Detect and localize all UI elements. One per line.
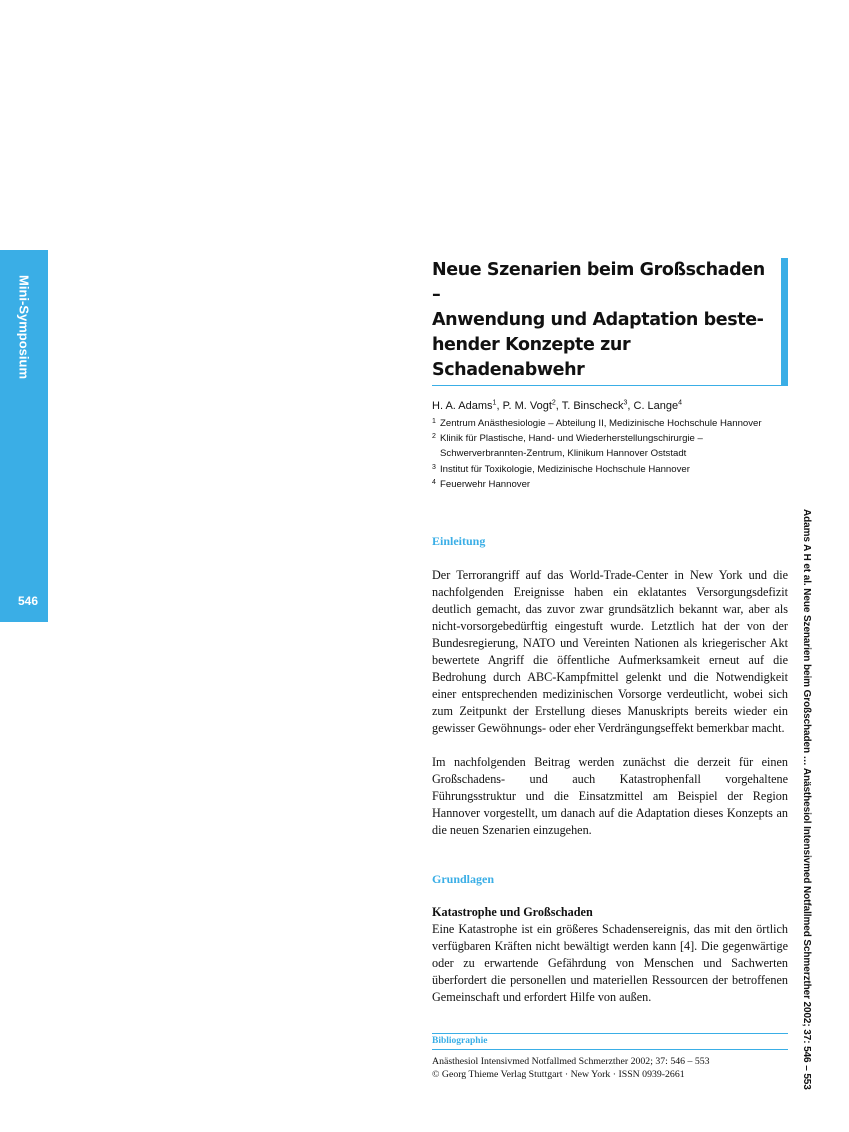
citation-line: Anästhesiol Intensivmed Notfallmed Schmerzther 2002; 37: 546 – 553 [432,1056,710,1067]
body-paragraph: Der Terrorangriff auf das World-Trade-Center in New York und die nachfolgenden Ereignisse haben ein eklatantes Versorgungsdefizit deutlich gemacht, das zuvor zwar grundsätzlich bekannt war, aber als nicht-vorsorgebedürftig eingestuft wurde. Letztlich hat der von der Bundesregierung, NATO und Vereinten Nationen als kriegerischer Akt bewertete Angriff die öffentliche Aufmerksamkeit erneut auf die Bedrohung durch ABC-Kampfmittel gelenkt und die Notwendigkeit einer entsprechenden medizinischen Vorsorge verdeutlicht, wobei sich zum Zeitpunkt der Erstellung dieses Manuskripts bereits wieder ein gewisser Gewöhnungs- oder eher Verdrängungseffekt bemerkbar macht. [432,568,788,736]
title-line: Neue Szenarien beim Großschaden – [432,260,765,305]
affiliation-line: Klinik für Plastische, Hand- und Wiederherstellungschirurgie – [440,433,703,445]
affiliation [432,477,788,492]
affiliation-number: 3 [432,463,436,471]
affiliation [432,431,788,461]
author-affiliation-mark: 4 [678,399,683,407]
author-name: P. M. Vogt [502,400,552,412]
running-header: Adams A H et al. Neue Szenarien beim Großschaden … Anästhesiol Intensivmed Notfallmed Schmerzther 2002; 37: 546 – 553 [801,509,812,1090]
author-affiliation-mark: 1 [492,399,497,407]
section-heading: Einleitung [432,534,486,549]
author-separator: , [496,400,503,412]
author-affiliation-mark: 2 [551,399,556,407]
section-heading: Grundlagen [432,872,495,887]
affiliation-text: Zentrum Anästhesiologie – Abteilung II, Medizinische Hochschule Hannover [440,418,762,429]
article-title-box [432,258,788,386]
author-name: C. Lange [633,400,679,412]
affiliation-line: Schwerverbrannten-Zentrum, Klinikum Hannover Oststadt [440,448,687,460]
section-label: Mini-Symposium [16,275,32,380]
title-line: Anwendung und Adaptation beste- [432,310,764,330]
affiliation-text [440,431,703,461]
title-line: hender Konzepte zur Schadenabwehr [432,335,631,380]
affiliation [432,416,788,431]
author-name: T. Binscheck [561,400,624,412]
publisher-line: © Georg Thieme Verlag Stuttgart · New York · ISSN 0939-2661 [432,1069,685,1080]
body-paragraph: Eine Katastrophe ist ein größeres Schadensereignis, das mit den örtlich verfügbaren Kräften nicht bewältigt werden kann [4]. Die gegenwärtige oder zu erwartende Gefährdung von Menschen und Sachwerten überfordert die personellen und materiellen Ressourcen der betroffenen Gemeinschaft und erfordert Hilfe von außen. [432,922,788,1005]
affiliation-text: Feuerwehr Hannover [440,478,531,490]
affiliation-text: Institut für Toxikologie, Medizinische Hochschule Hannover [440,463,690,475]
subsection-heading: Katastrophe und Großschaden [432,905,593,920]
page-number: 546 [17,594,39,608]
affiliation-number: 4 [432,478,436,486]
affiliation-number: 2 [432,433,436,441]
affiliation-number: 1 [432,418,436,425]
article [432,258,788,1006]
affiliation-list [432,416,788,492]
author-affiliation-mark: 3 [623,399,628,407]
author-separator: , [627,400,634,412]
author-name: H. A. Adams [432,400,493,412]
affiliation [432,462,788,477]
bibliography [432,1033,788,1081]
bibliography-heading: Bibliographie [432,1033,788,1050]
author-list [432,399,788,413]
author-separator: , [555,400,562,412]
article-title [432,258,775,383]
body-paragraph: Im nachfolgenden Beitrag werden zunächst die derzeit für einen Großschadens- und auch Katastrophenfall vorgehaltene Führungsstruktur und die Einsatzmittel am Beispiel der Region Hannover vorgestellt, um danach auf die Adaptation dieses Konzepts an die neuen Szenarien einzugehen. [432,755,788,838]
